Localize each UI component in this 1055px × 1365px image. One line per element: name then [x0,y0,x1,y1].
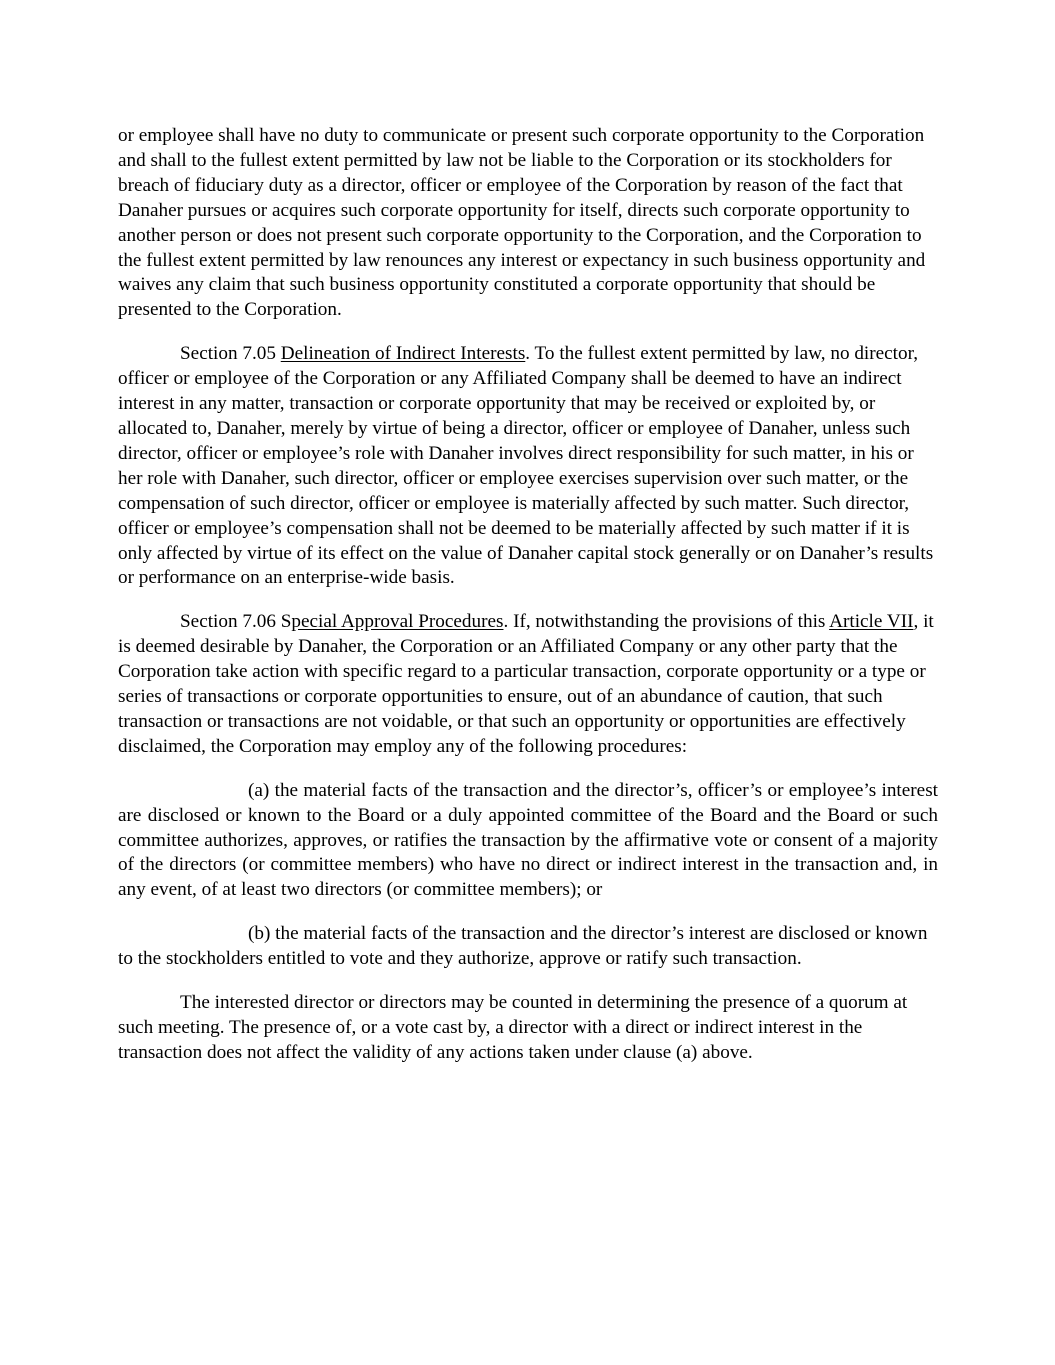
section-body-continued: , it is deemed desirable by Danaher, the Corporation or an Affiliated Company or any other party that the Corporation take action with specific regard to a particular transaction, corporate opportunity or a type or series of transactions or corporate opportunities to ensure, out of an abundance of caution, that such transaction or transactions are not voidable, or that such an opportunity or opportunities are effectively disclaimed, the Corporation may employ any of the following procedures: [118,611,934,757]
closing-paragraph: The interested director or directors may be counted in determining the presence of a quorum at such meeting. The presence of, or a vote cast by, a director with a direct or indirect interest in the transaction does not affect the validity of any actions taken under clause (a) above. [118,992,908,1063]
document-page [118,124,938,1085]
section-number: Section 7.05 [180,343,281,365]
section-heading: Delineation of Indirect Interests [280,343,526,365]
clause-b: (b) the material facts of the transaction and the director’s interest are disclosed or known to the stockholders entitled to vote and they authorize, approve or ratify such transaction. [118,923,928,970]
section-7-05 [118,342,938,591]
clause-a: (a) the material facts of the transaction and the director’s, officer’s or employee’s interest are disclosed or known to the Board or a duly appointed committee of the Board and the Board or such committee authorizes, approves, or ratifies the transaction by the affirmative vote or consent of a majority of the directors (or committee members) who have no direct or indirect interest in the transaction and, in any event, of at least two directors (or committee members); or [118,779,938,901]
article-reference: Article VII [829,611,914,633]
section-heading: pecial Approval Procedures [291,611,504,633]
section-body: . If, notwithstanding the provisions of this [503,611,830,633]
section-7-06 [118,610,938,759]
section-number: Section 7.06 S [180,611,292,633]
section-body: . To the fullest extent permitted by law, no director, officer or employee of the Corporation or any Affiliated Company shall be deemed to have an indirect interest in any matter, transaction or corporate opportunity that may be received or exploited by, or allocated to, Danaher, merely by virtue of being a director, officer or employee of Danaher, unless such director, officer or employee’s role with Danaher involves direct responsibility for such matter, in his or her role with Danaher, such director, officer or employee exercises supervision over such matter, or the compensation of such director, officer or employee is materially affected by such matter. Such director, officer or employee’s compensation shall not be deemed to be materially affected by such matter if it is only affected by virtue of its effect on the value of Danaher capital stock generally or on Danaher’s results or performance on an enterprise-wide basis. [118,343,934,589]
paragraph-continuation: or employee shall have no duty to communicate or present such corporate opportunity to the Corporation and shall to the fullest extent permitted by law not be liable to the Corporation or its stockholders for breach of fiduciary duty as a director, officer or employee of the Corporation by reason of the fact that Danaher pursues or acquires such corporate opportunity for itself, directs such corporate opportunity to another person or does not present such corporate opportunity to the Corporation, and the Corporation to the fullest extent permitted by law renounces any interest or expectancy in such business opportunity and waives any claim that such business opportunity constituted a corporate opportunity that should be presented to the Corporation. [118,125,926,321]
